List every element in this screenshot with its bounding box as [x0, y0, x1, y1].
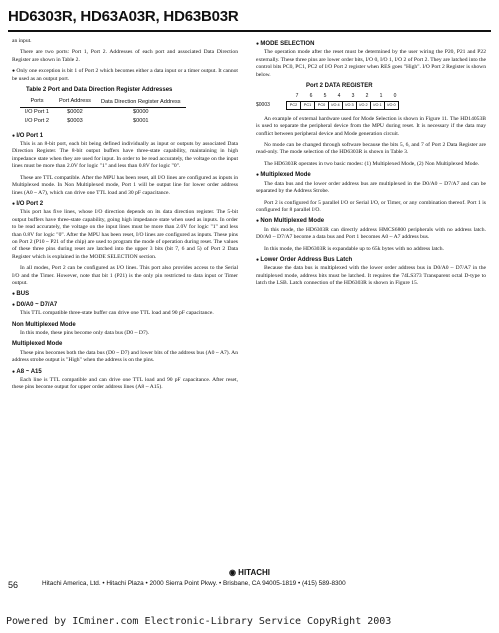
- bit-number: 1: [379, 93, 383, 100]
- bit-number: 7: [295, 93, 299, 100]
- bit-number: 4: [337, 93, 341, 100]
- bit-number: 6: [309, 93, 313, 100]
- mode-selection-heading: ● MODE SELECTION: [256, 41, 486, 48]
- register-bit-numbers: [290, 93, 486, 100]
- ports-paragraph: There are two ports: Port 1, Port 2. Addresses of each port and associated Data Direction Register are shown in Table 2.: [12, 49, 238, 63]
- port1-paragraph: This is an 8-bit port, each bit being defined individually as input or outputs by associated Data Direction Register. The 8-bit output buffers have three-state capability, maintaining in high impedance state when they are used for input. In order to be read accurately, the voltage on the input lines must be more than 2.0V for logic "1" and less than 0.8V for logic "0".: [12, 141, 238, 170]
- bus-subheading: ● D0/A0 ~ D7/A7: [12, 302, 238, 309]
- table-header-cell: Port Address: [54, 97, 96, 107]
- register-cell: I/O 3: [343, 102, 357, 109]
- table-header-cell: Ports: [20, 97, 54, 107]
- register-caption: Port 2 DATA REGISTER: [306, 83, 373, 90]
- table-caption: Table 2 Port and Data Direction Register Addresses: [26, 87, 173, 94]
- bit-number: 0: [393, 93, 397, 100]
- multiplexed-mode-heading: ● Multiplexed Mode: [256, 172, 486, 179]
- table-row: [20, 107, 186, 117]
- port2-paragraph: In all modes, Port 2 can be configured as I/O lines. This port also provides access to the Serial I/O and the Timer. However, note that bit 1 (P21) is the only pin restricted to data input or Timer output.: [12, 265, 238, 286]
- page-number: 56: [8, 580, 19, 590]
- powered-by-banner: Powered by ICminer.com Electronic-Library Service CopyRight 2003: [6, 616, 392, 627]
- page-footer: [8, 568, 491, 590]
- table-cell: I/O Port 2: [25, 118, 49, 125]
- port2-data-register: [256, 93, 486, 109]
- bit-number: 5: [323, 93, 327, 100]
- non-multiplexed-heading: Non Multiplexed Mode: [12, 321, 76, 328]
- company-address: Hitachi America, Ltd. • Hitachi Plaza • 2000 Sierra Point Pkwy. • Brisbane, CA 94005-1819 • (415) 589-8300: [42, 580, 346, 587]
- bit-number: 2: [365, 93, 369, 100]
- port1-heading: ● I/O Port 1: [12, 133, 238, 140]
- register-row: [256, 101, 486, 110]
- non-multiplexed-paragraph: In this mode, these pins become only data bus (D0 ~ D7).: [20, 330, 150, 336]
- multiplexed-mode-paragraph: The data bus and the lower order address bus are multiplexed in the D0/A0 ~ D7/A7 and can be separated by the Address Strobe.: [256, 180, 486, 195]
- table-cell: $0003: [67, 118, 83, 125]
- left-column: [12, 38, 238, 396]
- table-cell: $0000: [132, 108, 149, 115]
- non-multiplexed-mode-paragraph: In this mode, the HD6303R is expandable up to 65k bytes with no address latch.: [264, 245, 444, 252]
- mode-selection-paragraph: The HD6303R operates in two basic modes: (1) Multiplexed Mode, (2) Non Multiplexed Mode.: [264, 160, 480, 167]
- right-column: [256, 38, 486, 292]
- port1-paragraph: These are TTL compatible. After the MPU has been reset, all I/O lines are configured as inputs in Multiplexed mode. In Non Multiplexed mode, Port 1 will be output line for lower order address lines (A0 ~ A7), which can drive one TTL load and 30 pF capacitance.: [12, 174, 238, 196]
- table-cell: I/O Port 1: [25, 108, 49, 115]
- title-rule: [8, 30, 491, 32]
- mode-selection-paragraph: The operation mode after the reset must be determined by the user wiring the P20, P21 and P22 externally. These three pins are lower order bits, I/O 0, I/O 1, I/O 2 of Port 2. They are latched into the control bits PC0, PC1, PC2 of I/O Port 2 register when RES goes "High". I/O Port 2 Register is shown below.: [256, 49, 486, 78]
- register-cell: PC0: [315, 102, 329, 109]
- port-address-table: [20, 97, 186, 126]
- mode-selection-paragraph: No mode can be changed through software because the bits 5, 6, and 7 of Port 2 Data Register are read-only. The mode selection of the HD6303R is shown in Table 3.: [256, 142, 486, 156]
- multiplexed-heading: Multiplexed Mode: [12, 341, 63, 348]
- exception-note: ● Only one exception is bit 1 of Port 2 which becomes either a data input or a timer output. It cannot be used as an output port.: [12, 68, 238, 83]
- register-cell: I/O 1: [371, 102, 385, 109]
- bus-heading: ● BUS: [12, 291, 238, 298]
- register-cell: PC1: [301, 102, 315, 109]
- address-latch-heading: ● Lower Order Address Bus Latch: [256, 257, 486, 264]
- multiplexed-paragraph: These pins becomes both the data bus (D0 ~ D7) and lower bits of the address bus (A0 ~ A7). An address strobe output is "High" when the address is on the pins.: [12, 349, 238, 364]
- table-cell: $0002: [67, 108, 83, 115]
- footer-line: [8, 580, 491, 590]
- register-address: $0003: [256, 101, 270, 108]
- hitachi-logo-icon: ◉: [228, 568, 239, 577]
- address-latch-paragraph: Because the data bus is multiplexed with the lower order address bus in D0/A0 ~ D7/A7 in the multiplexed mode, address bits must be latched. It requires the 74LS373 Transparent octal D-type to latch the LSB. Latch connection of the HD6303R is shown in Figure 15.: [256, 265, 486, 287]
- register-cell: I/O 0: [387, 102, 396, 107]
- bit-number: 3: [351, 93, 355, 100]
- logo-text: HITACHI: [238, 568, 271, 577]
- table-header-row: [20, 97, 186, 107]
- bus-paragraph: This TTL compatible three-state buffer can drive one TTL load and 90 pF capacitance.: [20, 310, 214, 317]
- register-cell: PC2: [287, 102, 301, 109]
- port2-heading: ● I/O Port 2: [12, 201, 238, 208]
- port2-paragraph: This port has five lines, whose I/O direction depends on its data direction register. The 5-bit output buffers have three-state capability, going high impedance state when used as inputs. In order to be read accurately, the voltage on the input lines must be more than 2.0V for logic "1" and less than 0.8V for logic "0". After the MPU has been reset, I/O lines are configured as inputs. These pins on Port 2 (P10 ~ P21 of the chip) are used to program the mode of operation during reset. The values of these three pins during reset are latched into the upper 3 bits (bit 7, 6 and 5) of Port 2 Data Register which is explained in the MODE SELECTION section.: [12, 209, 238, 260]
- table-cell: $0001: [132, 118, 149, 125]
- table-header-cell: Data Direction Register Address: [96, 97, 186, 107]
- intro-text: an input.: [12, 38, 32, 44]
- register-cell: I/O 2: [357, 102, 371, 109]
- hitachi-logo: [8, 568, 491, 577]
- multiplexed-mode-paragraph: Port 2 is configured for 5 parallel I/O or Serial I/O, or Timer, or any combination thereof. Port 1 is configured for 8 parallel I/O.: [256, 199, 486, 213]
- page-title: HD6303R, HD63A03R, HD63B03R: [8, 8, 239, 25]
- table-row: [20, 117, 186, 126]
- address-lines-paragraph: Each line is TTL compatible and can drive one TTL load and 90 pF capacitance. After reset, these pins become output for upper order address lines (A8 ~ A15).: [12, 377, 238, 391]
- mode-selection-paragraph: An example of external hardware used for Mode Selection is shown in Figure 11. The HD14053B is used to separate the peripheral device from the MPU during reset. It is necessary if the data may conflict between peripheral device and Mode generation circuit.: [256, 115, 486, 137]
- register-cells: [286, 101, 399, 110]
- non-multiplexed-mode-paragraph: In this mode, the HD6303R can directly address HMCS6800 peripherals with no address latch. D0/A0 ~ D7/A7 become a data bus and Port 1 becomes A0 ~ A7 address bus.: [256, 226, 486, 241]
- register-cell: I/O 4: [329, 102, 343, 109]
- address-lines-heading: ● A8 ~ A15: [12, 369, 238, 376]
- non-multiplexed-mode-heading: ● Non Multiplexed Mode: [256, 218, 486, 225]
